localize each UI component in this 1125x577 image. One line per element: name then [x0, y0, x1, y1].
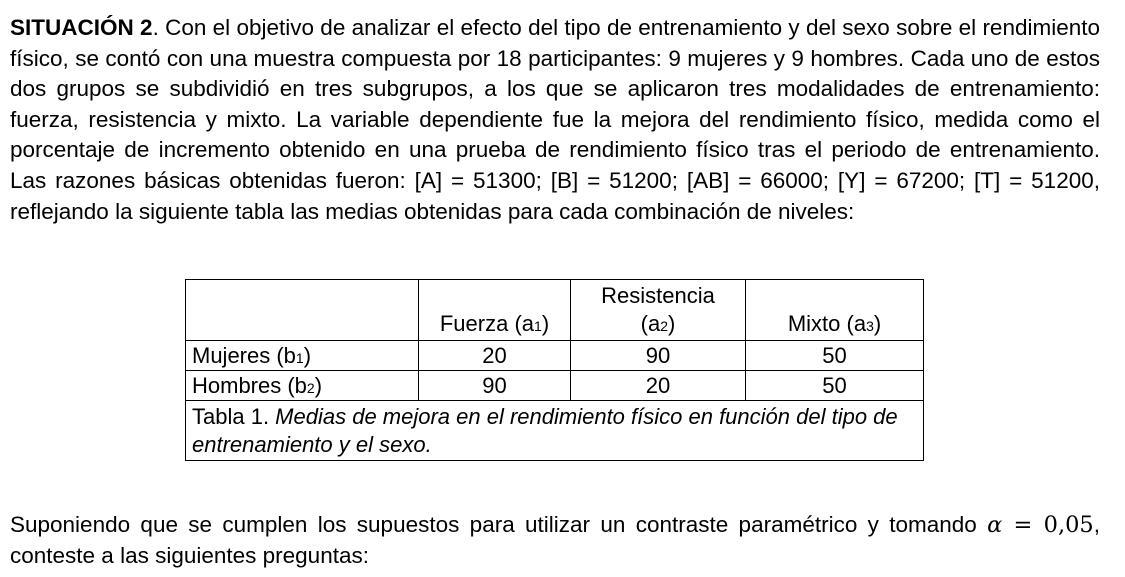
outro-paragraph: Suponiendo que se cumplen los supuestos para utilizar un contraste paramétrico y tomando α = 0,05, conteste a las siguientes preguntas: [10, 512, 1100, 568]
alpha-value: 0,05 [1043, 512, 1094, 538]
row-label-mujeres: Mujeres (b1) [186, 341, 419, 371]
table-cell: 90 [419, 371, 571, 401]
table-row [186, 341, 924, 371]
intro-text: . Con el objetivo de analizar el efecto del tipo de entrenamiento y del sexo sobre el rendimiento físico, se contó con una muestra compuesta por 18 participantes: 9 mujeres y 9 hombres. Cada uno de estos dos grupos se subdividió en tres subgrupos, a los que se aplicaron tres modalidades de entrenamiento: fuerza, resistencia y mixto. La variable dependiente fue la mejora del rendimiento físico, medida como el porcentaje de incremento obtenido en una prueba de rendimiento físico tras el periodo de entrenamiento. Las razones básicas obtenidas fueron: [A] = 51300; [B] = 51200; [AB] = 66000; [Y] = 67200; [T] = 51200, reflejando la siguiente tabla las medias obtenidas para cada combinación de niveles: [10, 15, 1101, 224]
header-mixto: Mixto (a3) [746, 280, 924, 341]
table-cell: 20 [571, 371, 746, 401]
row-label-hombres: Hombres (b2) [186, 371, 419, 401]
header-resistencia: Resistencia (a2) [571, 280, 746, 341]
table-cell: 20 [419, 341, 571, 371]
table-caption: Tabla 1. Medias de mejora en el rendimiento físico en función del tipo de entrenamiento y el sexo. [186, 401, 924, 461]
table-cell: 90 [571, 341, 746, 371]
table-row [186, 371, 924, 401]
header-fuerza: Fuerza (a1) [419, 280, 571, 341]
situation-heading: SITUACIÓN 2 [10, 15, 153, 40]
table-cell: 50 [746, 371, 924, 401]
means-table [185, 279, 924, 461]
alpha-symbol: α [987, 512, 1003, 538]
table-cell: 50 [746, 341, 924, 371]
table-header-row [186, 280, 924, 341]
table-caption-row [186, 401, 924, 461]
intro-paragraph [10, 13, 1100, 227]
header-empty-cell [186, 280, 419, 341]
